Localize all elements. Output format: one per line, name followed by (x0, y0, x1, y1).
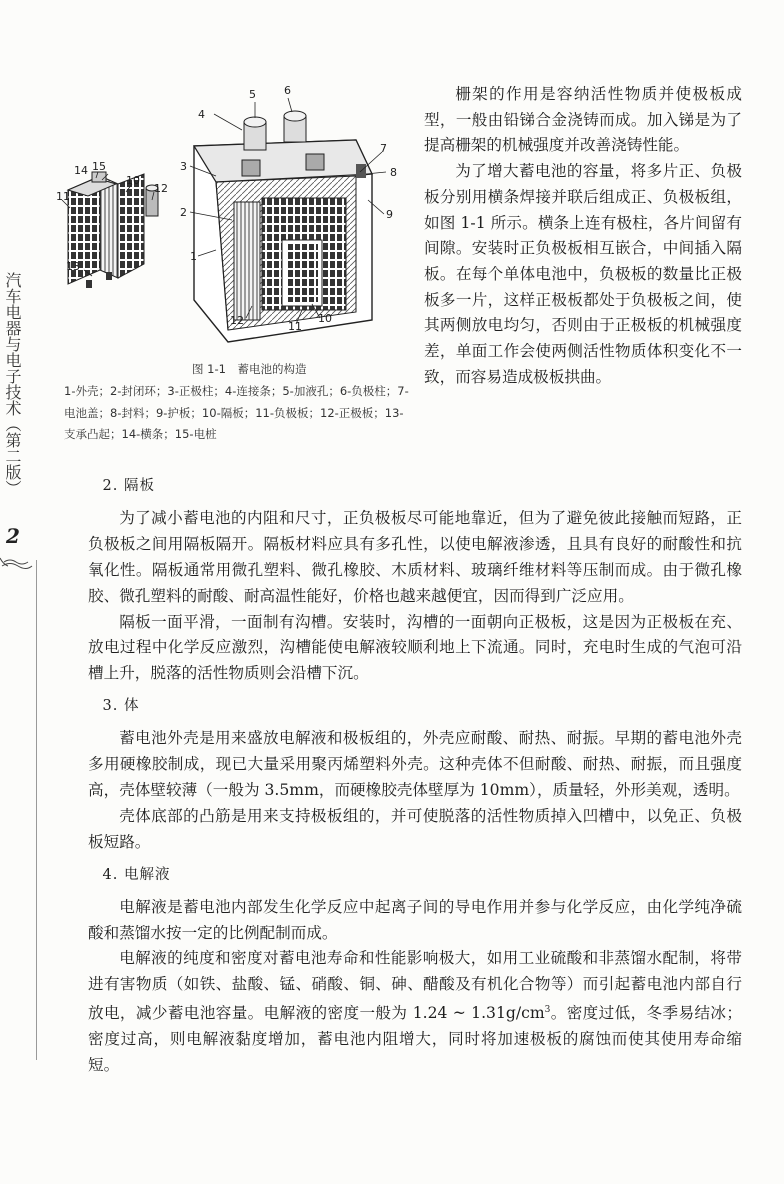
paragraph-electrolyte-2 (88, 946, 742, 1079)
figure-label-9: 9 (386, 208, 393, 221)
section-heading-case: 3. 体 (102, 698, 140, 715)
electrolyte-text-b: 。密度过低，冬季易结冰；密度过高，则电解液黏度增加，蓄电池内阻增大，同时将加速极板的腐蚀而使其使用寿命缩短。 (88, 1004, 742, 1075)
paragraph-electrolyte-1: 电解液是蓄电池内部发生化学反应中起离子间的导电作用并参与化学反应，由化学纯净硫酸和蒸馏水按一定的比例配制而成。 (88, 897, 742, 942)
right-column-text (424, 82, 742, 390)
main-body (88, 474, 742, 1079)
figure-label-12-bottom: 12 (230, 314, 244, 327)
page-number-text: 2 (6, 524, 20, 548)
paragraph-separator-2: 隔板一面平滑，一面制有沟槽。安装时，沟槽的一面朝向正极板，这是因为正极板在充、放电过程中化学反应激烈，沟槽能使电解液较顺利地上下流通。同时，充电时生成的气泡可沿槽上升，脱落的活性物质则会沿槽下沉。 (88, 612, 742, 683)
cubic-superscript: 3 (544, 1005, 551, 1016)
figure-caption: 图 1-1 蓄电池的构造 (192, 362, 307, 376)
figure-label-11-bottom: 11 (288, 320, 302, 333)
paragraph-case-2: 壳体底部的凸筋是用来支持极板组的，并可使脱落的活性物质掉入凹槽中，以免正、负极板短路。 (88, 806, 742, 851)
paragraph-plate-group: 为了增大蓄电池的容量，将多片正、负极板分别用横条焊接并联后组成正、负极板组，如图 1-1 所示。横条上连有极柱，各片间留有间隙。安装时正负极板相互嵌合，中间插入隔板。在每个单体电池中，负极板的数量比正极板多一片，这样正极板都处于负极板之间，使其两侧放电均匀，否则由于正极板的机械强度差，单面工作会使两侧活性物质体积变化不一致，而容易造成极板拱曲。 (424, 162, 742, 386)
electrolyte-text-a: 电解液的纯度和密度对蓄电池寿命和性能影响极大，如用工业硫酸和非蒸馏水配制，将带进有害物质（如铁、盐酸、锰、硝酸、铜、砷、醋酸及有机化合物等）而引起蓄电池内部自行放电，减少蓄电池容量。电解液的密度一般为 1.24 ~ 1.31g/cm (88, 949, 742, 1023)
page-number (0, 518, 32, 568)
figure-label-6: 6 (284, 84, 291, 97)
figure-label-3: 3 (180, 160, 187, 173)
figure-legend: 1-外壳；2-封闭环；3-正极柱；4-连接条；5-加液孔；6-负极柱；7-电池盖；8-封料；9-护板；10-隔板；11-负极板；12-正极板；13-支承凸起；14-横条；15-电桩 (64, 384, 409, 441)
book-title-vertical: 汽车电器与电子技术（第二版） (3, 272, 22, 496)
figure-label-1: 1 (190, 250, 197, 263)
paragraph-grid-frame: 栅架的作用是容纳活性物质并使极板成型，一般由铅锑合金浇铸而成。加入锑是为了提高栅架的机械强度并改善浇铸性能。 (424, 85, 742, 155)
figure-label-5: 5 (249, 88, 256, 101)
figure-label-8: 8 (390, 166, 397, 179)
figure-label-11-left: 11 (56, 190, 70, 203)
figure-label-4: 4 (198, 108, 205, 121)
plate-group-drawing (68, 172, 158, 288)
figure-label-13: 13 (66, 260, 80, 273)
margin-rule (36, 560, 37, 1060)
section-heading-electrolyte: 4. 电解液 (102, 866, 171, 883)
figure-label-2: 2 (180, 206, 187, 219)
figure-label-10-left: 10 (126, 174, 140, 187)
figure-label-14: 14 (74, 164, 88, 177)
battery-box-drawing (194, 111, 372, 342)
paragraph-separator-1: 为了减小蓄电池的内阻和尺寸，正负极板尽可能地靠近，但为了避免彼此接触而短路，正负极板之间用隔板隔开。隔板材料应具有多孔性，以使电解液渗透，且具有良好的耐酸性和抗氧化性。隔板通常用微孔塑料、微孔橡胶、木质材料、玻璃纤维材料等压制而成。由于微孔橡胶、微孔塑料的耐酸、耐高温性能好，价格也越来越便宜，因而得到广泛应用。 (88, 508, 742, 605)
figure-label-15: 15 (92, 160, 106, 173)
section-heading-separator: 2. 隔板 (102, 478, 155, 494)
figure-label-7: 7 (380, 142, 387, 155)
figure-label-12-left: 12 (154, 182, 168, 195)
figure-label-10-bottom: 10 (318, 312, 332, 325)
paragraph-case-1: 蓄电池外壳是用来盛放电解液和极板组的，外壳应耐酸、耐热、耐振。早期的蓄电池外壳多用硬橡胶制成，现已大量采用聚丙烯塑料外壳。这种壳体不但耐酸、耐热、耐振，而且强度高，壳体壁较薄（一般为 3.5mm，而硬橡胶壳体壁厚为 10mm），质量轻，外形美观，透明。 (88, 729, 742, 799)
